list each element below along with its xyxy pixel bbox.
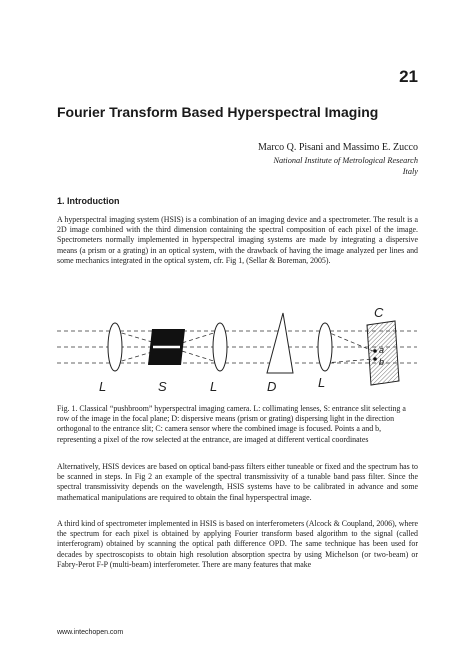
footer-url[interactable]: www.intechopen.com <box>57 629 124 636</box>
ray-focus-2 <box>325 359 373 363</box>
paragraph-2: Alternatively, HSIS devices are based on optical band-pass filters either tuneable or fixed and the spectrum has to be scanned in steps. In Fig 2 an example of the spectral transmissivity of a tunable band pass filter. Since the spectral transmissivity depends on the wavelength, HSIS systems have to be calibrated in advance and some mathematical manipulations are required to obtain the final hyperspectral image. <box>57 462 418 502</box>
figure-1-caption: Fig. 1. Classical “pushbroom” hyperspectral imaging camera. L: collimating lenses, S: entrance slit selecting a row of the image in the focal plane; D: dispersive means (prism or grating) dispersing light in the direction orthogonal to the entrance slit; C: camera sensor where the combined image is focused. Points a and b, representing a pixel of the row selected at the entrance, are imaged at different vertical coordinates <box>57 404 406 444</box>
label-lens-1: L <box>99 379 107 394</box>
institute: National Institute of Metrological Research <box>273 156 418 165</box>
affiliation <box>118 155 418 177</box>
pushbroom-diagram <box>55 303 420 395</box>
country: Italy <box>402 167 418 176</box>
label-point-b: b <box>379 357 385 367</box>
prism <box>267 313 293 373</box>
collimating-lens-2 <box>213 323 227 371</box>
collimating-lens-1 <box>108 323 122 371</box>
label-disperser: D <box>267 379 277 394</box>
section-heading: 1. Introduction <box>57 196 120 206</box>
label-camera: C <box>374 305 384 320</box>
figure-1 <box>55 303 420 395</box>
label-slit: S <box>158 379 167 394</box>
paragraph-1: A hyperspectral imaging system (HSIS) is a combination of an imaging device and a spectrometer. The result is a 2D image combined with the third dimension containing the spectral composition of each pixel of the image. Spectrometers normally implemented in hyperspectral imaging systems are made by integrating a dispersive means (a prism or a grating) in an optical system, with the drawback of having the image analyzed per lines and some mechanics integrated in the optical system, cfr. Fig 1, (Sellar & Boreman, 2005). <box>57 215 418 265</box>
authors: Marco Q. Pisani and Massimo E. Zucco <box>258 142 418 153</box>
paragraph-3: A third kind of spectrometer implemented in HSIS is based on interferometers (Alcock & Coupland, 2006), where the spectrum for each pixel is obtained by applying Fourier transform based algorithm to the signal (called interferogram) obtained by scanning the optical path difference OPD. The same technique has been used for decades by spectroscopists to obtain high resolution absorption spectra by using Michelson (or two-beam) or Fabry-Perot F-P (multi-beam) interferometer. There are many features that make <box>57 519 418 569</box>
label-point-a: a <box>379 345 385 355</box>
collimating-lens-3 <box>318 323 332 371</box>
chapter-title: Fourier Transform Based Hyperspectral Imaging <box>57 104 379 120</box>
label-lens-3: L <box>318 375 326 390</box>
point-a-marker <box>373 349 377 353</box>
label-lens-2: L <box>210 379 218 394</box>
chapter-number: 21 <box>399 67 418 86</box>
point-b-marker <box>373 357 377 361</box>
